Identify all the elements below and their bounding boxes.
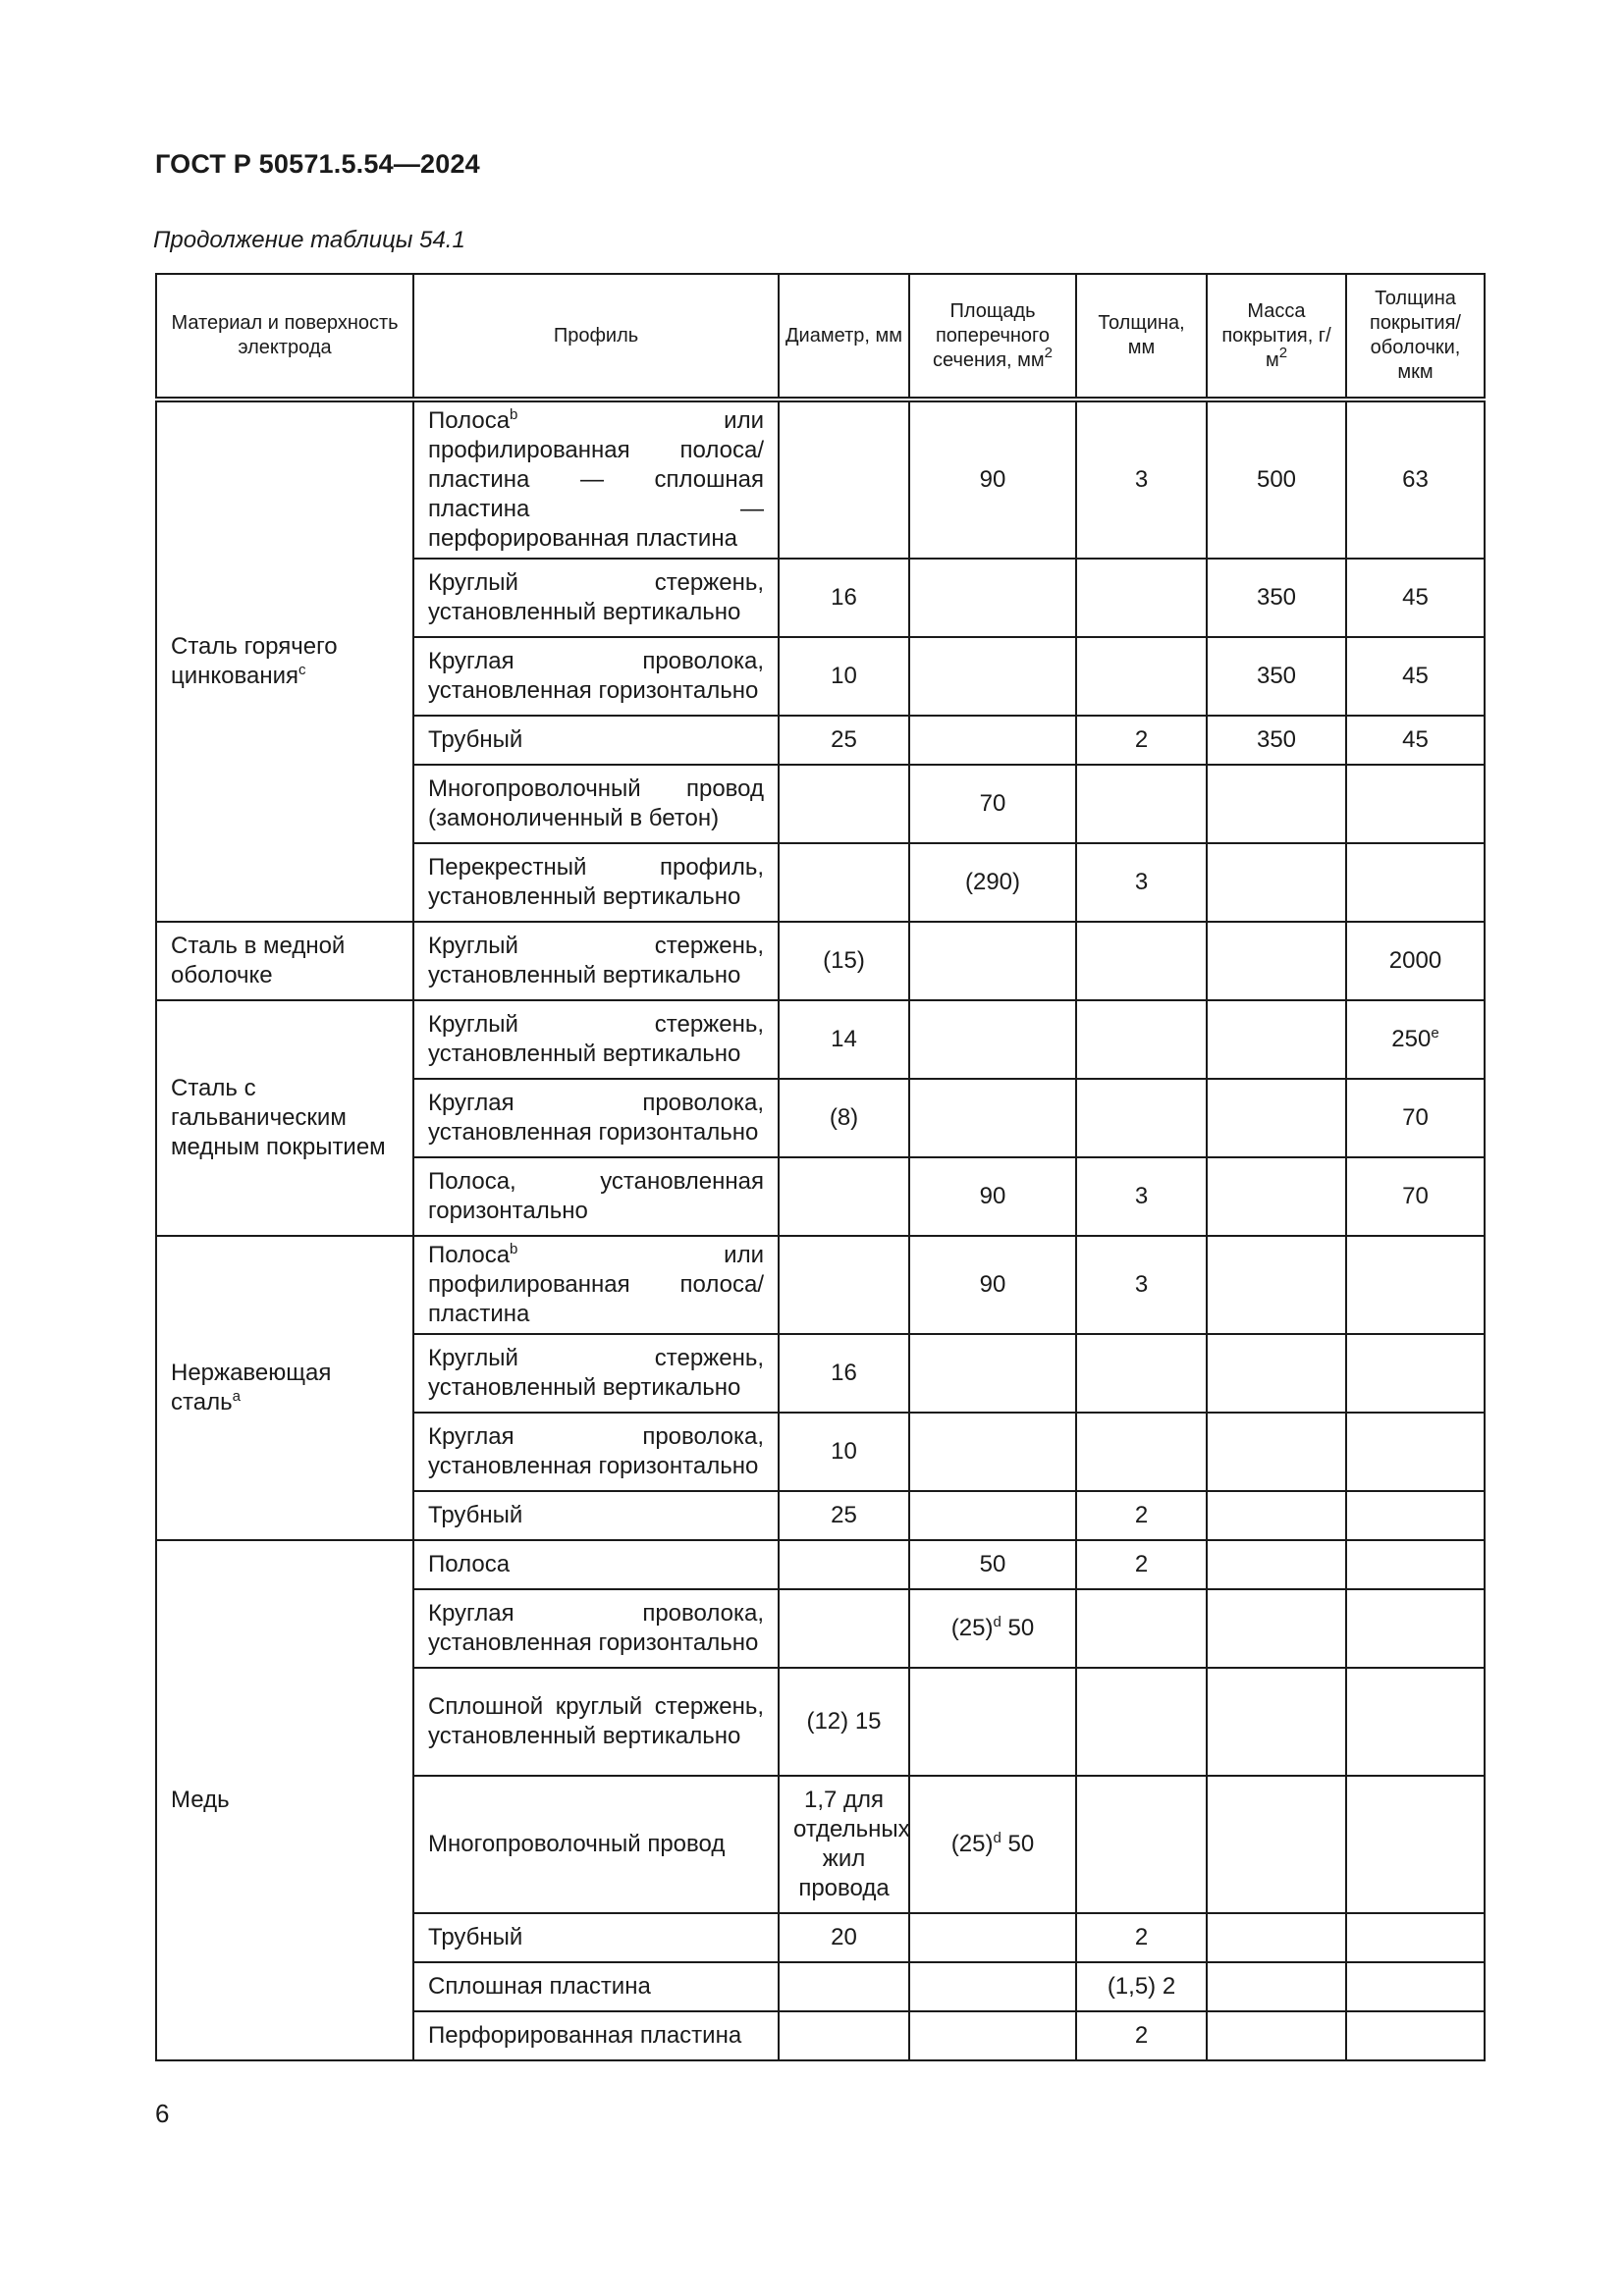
- coating-cell: [1346, 1589, 1485, 1668]
- coating-cell: [1346, 1334, 1485, 1413]
- thickness-cell: 2: [1076, 1540, 1207, 1589]
- diameter-cell: 1,7 для отдельных жил провода: [779, 1776, 909, 1913]
- mass-cell: [1207, 1668, 1346, 1776]
- material-text: Медь: [171, 1787, 230, 1813]
- area-cell: [909, 1589, 1076, 1668]
- profile-text: Трубный: [428, 726, 523, 753]
- diameter-cell: 10: [779, 1413, 909, 1491]
- profile-cell: [413, 1236, 779, 1334]
- document-header: ГОСТ Р 50571.5.54—2024: [155, 149, 480, 179]
- mass-cell: [1207, 1962, 1346, 2011]
- coating-cell: [1346, 1413, 1485, 1491]
- header-thickness: Толщина, мм: [1076, 274, 1207, 400]
- mass-cell: 350: [1207, 716, 1346, 765]
- thickness-cell: 3: [1076, 843, 1207, 922]
- profile-cell: [413, 1776, 779, 1913]
- thickness-cell: 2: [1076, 716, 1207, 765]
- table-header-row: [156, 274, 1485, 400]
- profile-footnote: b: [510, 1241, 518, 1257]
- diameter-cell: 20: [779, 1913, 909, 1962]
- profile-cell: [413, 1413, 779, 1491]
- area-cell: [909, 1776, 1076, 1913]
- diameter-cell: (15): [779, 922, 909, 1000]
- material-footnote: c: [298, 662, 306, 678]
- thickness-cell: [1076, 1334, 1207, 1413]
- coating-value: 45: [1402, 726, 1429, 753]
- profile-cell: [413, 1668, 779, 1776]
- header-profile: Профиль: [413, 274, 779, 400]
- area-cell: [909, 1913, 1076, 1962]
- table-caption: Продолжение таблицы 54.1: [153, 227, 465, 253]
- area-cell: [909, 1236, 1076, 1334]
- mass-cell: 500: [1207, 400, 1346, 559]
- diameter-cell: [779, 400, 909, 559]
- coating-cell: [1346, 637, 1485, 716]
- profile-footnote: b: [510, 406, 518, 423]
- coating-cell: [1346, 716, 1485, 765]
- mass-cell: [1207, 1589, 1346, 1668]
- profile-text: Перфорированная пластина: [428, 2022, 742, 2049]
- material-text: Сталь горячего цинкования: [171, 633, 338, 689]
- area-cell: [909, 1962, 1076, 2011]
- diameter-cell: [779, 1540, 909, 1589]
- table-row: [156, 922, 1485, 1000]
- diameter-cell: [779, 1157, 909, 1236]
- thickness-cell: [1076, 765, 1207, 843]
- profile-text: Перекрестный профиль, установленный вертикально: [428, 854, 764, 910]
- coating-cell: [1346, 1540, 1485, 1589]
- thickness-cell: [1076, 1776, 1207, 1913]
- thickness-cell: [1076, 559, 1207, 637]
- area-cell: [909, 1000, 1076, 1079]
- thickness-cell: 3: [1076, 1157, 1207, 1236]
- coating-value: 2000: [1388, 947, 1442, 974]
- area-cell: [909, 843, 1076, 922]
- profile-cell: [413, 716, 779, 765]
- area-value: (25): [950, 1831, 994, 1857]
- area-value: 50: [979, 1551, 1006, 1577]
- coating-cell: [1346, 400, 1485, 559]
- thickness-cell: 3: [1076, 400, 1207, 559]
- thickness-cell: [1076, 1413, 1207, 1491]
- area-value-rest: 50: [1001, 1831, 1035, 1857]
- diameter-cell: 10: [779, 637, 909, 716]
- diameter-cell: [779, 1236, 909, 1334]
- profile-cell: [413, 1157, 779, 1236]
- coating-cell: [1346, 765, 1485, 843]
- mass-cell: [1207, 1157, 1346, 1236]
- profile-cell: [413, 843, 779, 922]
- coating-value: 70: [1402, 1183, 1429, 1209]
- mass-cell: [1207, 2011, 1346, 2060]
- mass-cell: [1207, 1413, 1346, 1491]
- profile-text: Круглая проволока, установленная горизонтально: [428, 1600, 764, 1656]
- material-cell: [156, 400, 413, 922]
- coating-cell: [1346, 1491, 1485, 1540]
- thickness-cell: 3: [1076, 1236, 1207, 1334]
- area-cell: [909, 1079, 1076, 1157]
- diameter-cell: (12) 15: [779, 1668, 909, 1776]
- mass-cell: [1207, 1491, 1346, 1540]
- profile-text: Полоса: [428, 407, 511, 434]
- mass-cell: [1207, 1334, 1346, 1413]
- profile-cell: [413, 1913, 779, 1962]
- profile-text: Круглая проволока, установленная горизонтально: [428, 1090, 764, 1146]
- coating-footnote: e: [1431, 1025, 1439, 1041]
- area-value: (25): [950, 1615, 994, 1641]
- profile-cell: [413, 1000, 779, 1079]
- header-mass: [1207, 274, 1346, 400]
- material-text: Нержавеющая сталь: [171, 1360, 332, 1415]
- profile-cell: [413, 922, 779, 1000]
- profile-text: Полоса: [428, 1242, 511, 1268]
- coating-value: 45: [1402, 584, 1429, 611]
- coating-value: 45: [1402, 663, 1429, 689]
- header-material: Материал и поверхность электрода: [156, 274, 413, 400]
- thickness-cell: [1076, 1079, 1207, 1157]
- area-cell: [909, 716, 1076, 765]
- mass-cell: [1207, 922, 1346, 1000]
- thickness-cell: (1,5) 2: [1076, 1962, 1207, 2011]
- area-value-rest: 50: [1001, 1615, 1035, 1641]
- header-mass-text: Масса покрытия, г/м: [1221, 299, 1331, 371]
- profile-cell: [413, 1962, 779, 2011]
- table-row: [156, 1000, 1485, 1079]
- thickness-cell: 2: [1076, 1491, 1207, 1540]
- area-cell: [909, 559, 1076, 637]
- profile-text: Многопроволочный провод (замоноличенный в бетон): [428, 775, 764, 831]
- diameter-cell: [779, 765, 909, 843]
- thickness-cell: 2: [1076, 1913, 1207, 1962]
- mass-cell: [1207, 765, 1346, 843]
- mass-cell: [1207, 1913, 1346, 1962]
- diameter-cell: [779, 1589, 909, 1668]
- profile-text: Трубный: [428, 1502, 523, 1528]
- profile-text: Круглая проволока, установленная горизонтально: [428, 1423, 764, 1479]
- thickness-cell: [1076, 637, 1207, 716]
- coating-cell: [1346, 1079, 1485, 1157]
- material-text: Сталь с гальваническим медным покрытием: [171, 1075, 386, 1160]
- profile-cell: [413, 1540, 779, 1589]
- area-cell: [909, 922, 1076, 1000]
- thickness-cell: [1076, 1000, 1207, 1079]
- area-footnote: d: [993, 1614, 1001, 1630]
- area-value: 90: [979, 1271, 1006, 1298]
- thickness-cell: [1076, 922, 1207, 1000]
- coating-cell: [1346, 1962, 1485, 2011]
- profile-text: Круглый стержень, установленный вертикально: [428, 1345, 764, 1401]
- profile-text-rest: или профилированная полоса/пластина: [428, 1242, 764, 1327]
- header-area: [909, 274, 1076, 400]
- profile-text: Сплошной круглый стержень, установленный вертикально: [428, 1693, 764, 1749]
- mass-cell: [1207, 843, 1346, 922]
- coating-cell: [1346, 559, 1485, 637]
- area-cell: [909, 2011, 1076, 2060]
- material-text: Сталь в медной оболочке: [171, 933, 346, 988]
- diameter-cell: 25: [779, 716, 909, 765]
- profile-text: Круглый стержень, установленный вертикально: [428, 933, 764, 988]
- header-coating: Толщина покрытия/ оболочки, мкм: [1346, 274, 1485, 400]
- diameter-cell: 25: [779, 1491, 909, 1540]
- profile-text: Многопроволочный провод: [428, 1831, 726, 1857]
- profile-cell: [413, 559, 779, 637]
- coating-cell: [1346, 1913, 1485, 1962]
- profile-cell: [413, 765, 779, 843]
- area-cell: [909, 1334, 1076, 1413]
- material-cell: [156, 922, 413, 1000]
- material-cell: [156, 1540, 413, 2060]
- mass-cell: [1207, 1540, 1346, 1589]
- profile-text: Трубный: [428, 1924, 523, 1950]
- profile-text: Сплошная пластина: [428, 1973, 651, 2000]
- area-value: 70: [979, 790, 1006, 817]
- material-cell: [156, 1236, 413, 1540]
- thickness-cell: 2: [1076, 2011, 1207, 2060]
- mass-cell: [1207, 1776, 1346, 1913]
- area-value: 90: [979, 466, 1006, 493]
- profile-text-rest: или профилированная полоса/пластина — сплошная пластина — перфорированная пластина: [428, 407, 764, 552]
- mass-cell: [1207, 1236, 1346, 1334]
- area-cell: [909, 1413, 1076, 1491]
- coating-cell: [1346, 1236, 1485, 1334]
- diameter-cell: 16: [779, 559, 909, 637]
- mass-cell: 350: [1207, 559, 1346, 637]
- profile-cell: [413, 400, 779, 559]
- area-value: (290): [964, 869, 1021, 895]
- coating-value: 70: [1402, 1104, 1429, 1131]
- coating-cell: [1346, 1000, 1485, 1079]
- coating-cell: [1346, 843, 1485, 922]
- profile-text: Круглый стержень, установленный вертикально: [428, 569, 764, 625]
- profile-cell: [413, 1334, 779, 1413]
- header-area-sup: 2: [1044, 344, 1053, 361]
- profile-cell: [413, 1589, 779, 1668]
- table-row: [156, 400, 1485, 559]
- profile-text: Круглая проволока, установленная горизонтально: [428, 648, 764, 704]
- area-cell: [909, 637, 1076, 716]
- diameter-cell: (8): [779, 1079, 909, 1157]
- material-footnote: a: [232, 1388, 241, 1405]
- area-footnote: d: [993, 1830, 1001, 1846]
- coating-cell: [1346, 1776, 1485, 1913]
- diameter-cell: [779, 1962, 909, 2011]
- coating-cell: [1346, 1668, 1485, 1776]
- profile-cell: [413, 2011, 779, 2060]
- diameter-cell: [779, 843, 909, 922]
- material-cell: [156, 1000, 413, 1236]
- profile-cell: [413, 637, 779, 716]
- thickness-cell: [1076, 1589, 1207, 1668]
- coating-cell: [1346, 1157, 1485, 1236]
- table-row: [156, 1540, 1485, 1589]
- coating-value: 250: [1391, 1026, 1432, 1052]
- diameter-cell: [779, 2011, 909, 2060]
- area-cell: [909, 1157, 1076, 1236]
- thickness-cell: [1076, 1668, 1207, 1776]
- header-mass-sup: 2: [1278, 344, 1288, 361]
- area-cell: [909, 1668, 1076, 1776]
- area-value: 90: [979, 1183, 1006, 1209]
- header-area-text: Площадь поперечного сечения, мм: [932, 299, 1051, 371]
- area-cell: [909, 1540, 1076, 1589]
- coating-value: 63: [1402, 466, 1429, 493]
- area-cell: [909, 765, 1076, 843]
- profile-text: Полоса: [428, 1551, 511, 1577]
- diameter-cell: 16: [779, 1334, 909, 1413]
- profile-text: Полоса, установленная горизонтально: [428, 1168, 764, 1224]
- electrode-table: [155, 273, 1486, 2061]
- header-diameter: Диаметр, мм: [779, 274, 909, 400]
- profile-cell: [413, 1079, 779, 1157]
- area-cell: [909, 1491, 1076, 1540]
- table-body: [156, 400, 1485, 2060]
- profile-cell: [413, 1491, 779, 1540]
- mass-cell: 350: [1207, 637, 1346, 716]
- area-cell: [909, 400, 1076, 559]
- page-number: 6: [155, 2099, 170, 2128]
- coating-cell: [1346, 2011, 1485, 2060]
- profile-text: Круглый стержень, установленный вертикально: [428, 1011, 764, 1067]
- mass-cell: [1207, 1000, 1346, 1079]
- mass-cell: [1207, 1079, 1346, 1157]
- diameter-cell: 14: [779, 1000, 909, 1079]
- table-row: [156, 1236, 1485, 1334]
- coating-cell: [1346, 922, 1485, 1000]
